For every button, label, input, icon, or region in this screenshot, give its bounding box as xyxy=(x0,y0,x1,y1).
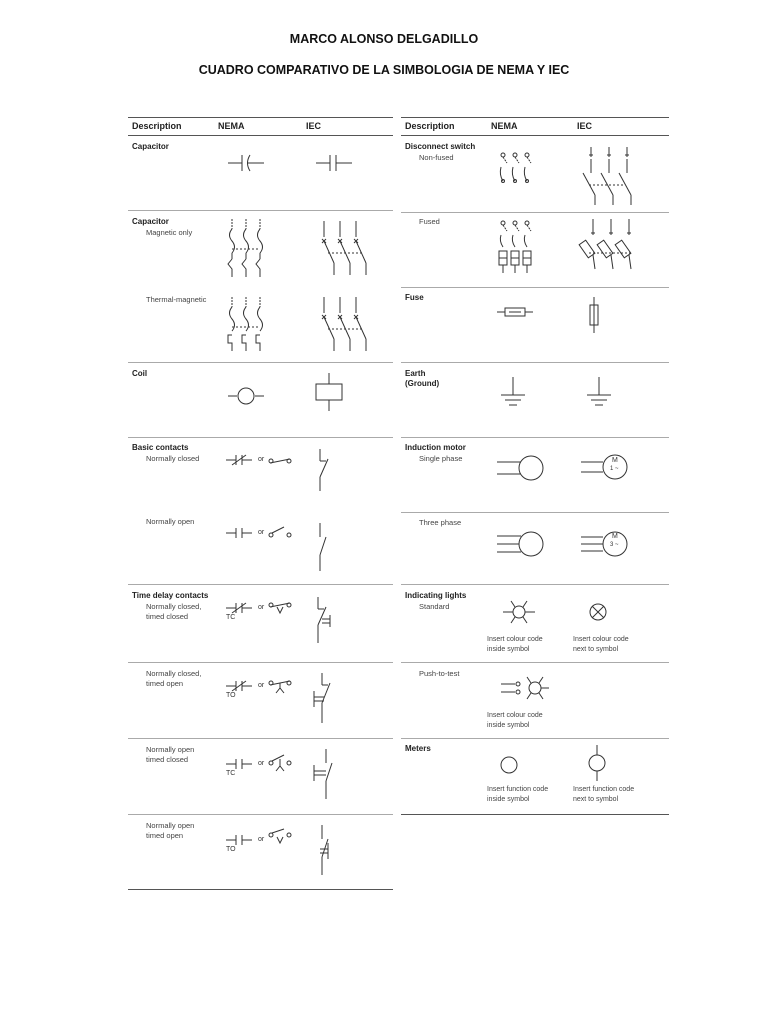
iec-thermal-magnetic-breaker-symbol xyxy=(314,295,374,353)
nema-no-timed-closed-symbol xyxy=(226,757,254,771)
column-header-nema: NEMA xyxy=(218,121,245,131)
nema-nc-timed-closed-symbol xyxy=(226,601,254,615)
or-text: or xyxy=(258,456,265,463)
nema-standard-light-symbol xyxy=(503,599,535,625)
row-rule xyxy=(401,662,669,663)
nema-single-phase-motor-symbol xyxy=(497,453,547,483)
label-fuse: Fuse xyxy=(405,293,424,302)
nema-nc-timed-open-symbol xyxy=(226,679,254,693)
label-basic-contacts: Basic contacts xyxy=(132,443,189,452)
row-rule xyxy=(128,814,393,815)
row-rule xyxy=(128,362,393,363)
iec-capacitor-symbol xyxy=(314,153,354,173)
row-rule xyxy=(128,210,393,211)
label-three-phase: Three phase xyxy=(419,518,462,527)
nema-nc-contact-symbol xyxy=(226,453,254,467)
iec-fused-disconnect-symbol xyxy=(581,219,651,275)
iec-no-contact-symbol xyxy=(314,523,334,573)
or-text: or xyxy=(258,836,265,843)
label-standard: Standard xyxy=(419,602,450,611)
author-name: MARCO ALONSO DELGADILLO xyxy=(289,32,479,46)
nema-nc-contact-alt-symbol xyxy=(268,453,294,467)
table-bottom-rule xyxy=(128,889,393,890)
iec-three-phase-motor-symbol xyxy=(581,529,631,559)
nema-thermal-magnetic-breaker-symbol xyxy=(226,295,270,357)
nema-no-contact-symbol xyxy=(226,526,254,540)
nema-non-fused-disconnect-symbol xyxy=(497,151,537,185)
row-rule xyxy=(401,584,669,585)
label-no-timed-open: Normally open timed open xyxy=(146,821,195,840)
row-rule xyxy=(128,584,393,585)
motor-1-phase-label: 1 ~ xyxy=(610,466,619,472)
nema-magnetic-breaker-symbol xyxy=(226,217,270,279)
document-title: CUADRO COMPARATIVO DE LA SIMBOLOGIA DE NEMA Y IEC xyxy=(198,63,570,77)
note-function-next-to-symbol: Insert function code next to symbol xyxy=(573,786,635,803)
or-text: or xyxy=(258,529,265,536)
row-rule xyxy=(128,738,393,739)
iec-no-timed-closed-symbol xyxy=(312,749,338,801)
label-fused: Fused xyxy=(419,217,440,226)
nema-capacitor-symbol xyxy=(226,153,266,173)
column-header-description: Description xyxy=(405,121,455,131)
nema-coil-symbol xyxy=(228,385,264,407)
tc-label: TC xyxy=(226,614,236,621)
or-text: or xyxy=(258,760,265,767)
label-thermal-magnetic: Thermal-magnetic xyxy=(146,295,207,304)
or-text: or xyxy=(258,604,265,611)
label-push-to-test: Push-to-test xyxy=(419,669,460,678)
label-time-delay-contacts: Time delay contacts xyxy=(132,591,209,600)
to-label: TO xyxy=(226,692,236,699)
iec-coil-symbol xyxy=(314,373,344,413)
nema-nc-timed-open-alt-symbol xyxy=(268,677,294,697)
row-rule xyxy=(401,287,669,288)
nema-three-phase-motor-symbol xyxy=(497,529,547,559)
iec-magnetic-breaker-symbol xyxy=(314,219,374,277)
label-no-timed-closed: Normally open timed closed xyxy=(146,745,195,764)
iec-nc-timed-open-symbol xyxy=(312,673,338,725)
column-header-description: Description xyxy=(132,121,182,131)
label-coil: Coil xyxy=(132,369,148,378)
motor-3-phase-label: 3 ~ xyxy=(610,542,619,548)
table-top-rule xyxy=(128,117,393,118)
motor-m-label: M xyxy=(612,533,618,540)
label-indicating-lights: Indicating lights xyxy=(405,591,467,600)
label-earth-ground: Earth (Ground) xyxy=(405,369,440,388)
row-rule xyxy=(128,437,393,438)
iec-nc-contact-symbol xyxy=(314,449,334,493)
row-rule xyxy=(128,662,393,663)
nema-no-timed-open-alt-symbol xyxy=(268,829,294,851)
label-disconnect-switch: Disconnect switch xyxy=(405,142,476,151)
header-rule xyxy=(128,135,393,136)
row-rule xyxy=(401,212,669,213)
nema-no-contact-alt-symbol xyxy=(268,523,294,539)
label-meters: Meters xyxy=(405,744,431,753)
column-header-nema: NEMA xyxy=(491,121,518,131)
table-bottom-rule xyxy=(401,814,669,815)
motor-m-label: M xyxy=(612,457,618,464)
iec-meter-symbol xyxy=(587,745,607,781)
label-nc-timed-closed: Normally closed, timed closed xyxy=(146,602,202,621)
label-capacitor-breaker: Capacitor xyxy=(132,217,169,226)
nema-push-to-test-light-symbol xyxy=(501,675,549,703)
note-colour-inside-symbol: Insert colour code inside symbol xyxy=(487,712,543,729)
column-header-iec: IEC xyxy=(306,121,322,131)
nema-fuse-symbol xyxy=(497,305,533,319)
iec-standard-light-symbol xyxy=(587,601,609,623)
label-normally-open: Normally open xyxy=(146,517,195,526)
header-rule xyxy=(401,135,669,136)
nema-no-timed-open-symbol xyxy=(226,833,254,847)
to-label: TO xyxy=(226,846,236,853)
row-rule xyxy=(401,437,669,438)
nema-no-timed-closed-alt-symbol xyxy=(268,753,294,777)
label-nc-timed-open: Normally closed, timed open xyxy=(146,669,202,688)
nema-fused-disconnect-symbol xyxy=(497,219,537,275)
tc-label: TC xyxy=(226,770,236,777)
label-induction-motor: Induction motor xyxy=(405,443,466,452)
table-top-rule xyxy=(401,117,669,118)
note-colour-next-to-symbol: Insert colour code next to symbol xyxy=(573,636,629,653)
iec-no-timed-open-symbol xyxy=(312,825,338,877)
label-capacitor: Capacitor xyxy=(132,142,169,151)
nema-earth-ground-symbol xyxy=(499,377,527,409)
label-single-phase: Single phase xyxy=(419,454,463,463)
note-colour-inside-symbol: Insert colour code inside symbol xyxy=(487,636,543,653)
label-magnetic-only: Magnetic only xyxy=(146,228,193,237)
nema-meter-symbol xyxy=(499,755,519,775)
column-header-iec: IEC xyxy=(577,121,593,131)
row-rule xyxy=(401,512,669,513)
or-text: or xyxy=(258,682,265,689)
row-rule xyxy=(401,362,669,363)
nema-nc-timed-closed-alt-symbol xyxy=(268,599,294,617)
iec-nc-timed-closed-symbol xyxy=(312,597,338,645)
row-rule xyxy=(401,738,669,739)
label-non-fused: Non-fused xyxy=(419,153,454,162)
label-normally-closed: Normally closed xyxy=(146,454,200,463)
iec-single-phase-motor-symbol xyxy=(581,452,631,482)
iec-fuse-symbol xyxy=(587,297,601,333)
note-function-inside-symbol: Insert function code inside symbol xyxy=(487,786,549,803)
iec-non-fused-disconnect-symbol xyxy=(581,147,645,207)
iec-earth-ground-symbol xyxy=(585,377,613,409)
